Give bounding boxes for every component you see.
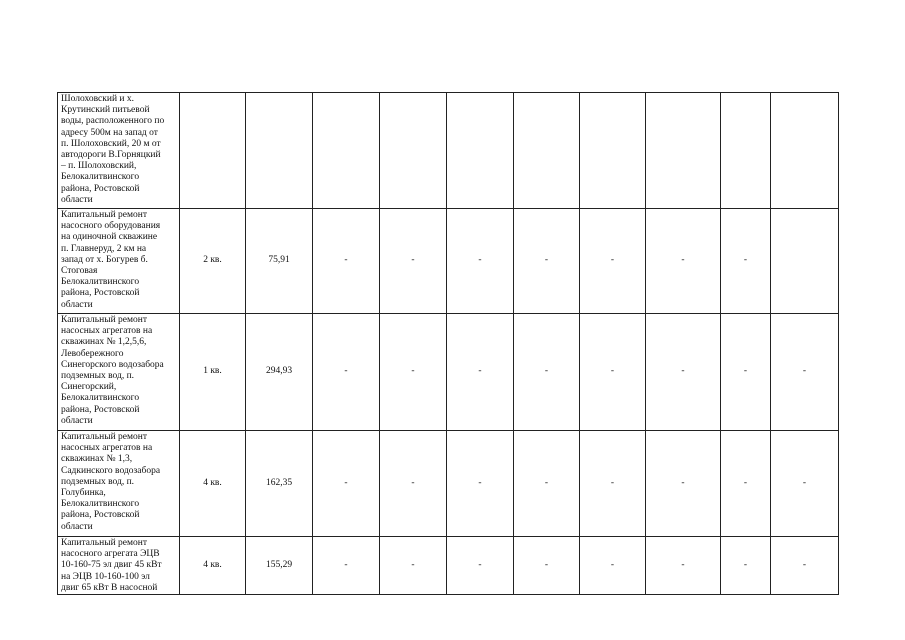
value-cell: - [514, 314, 580, 431]
value-cell: - [313, 431, 380, 537]
amount-cell: 294,93 [246, 314, 313, 431]
value-cell: - [771, 537, 839, 595]
value-cell: - [313, 209, 380, 314]
value-cell: - [313, 537, 380, 595]
value-cell: - [380, 431, 447, 537]
value-cell: - [771, 431, 839, 537]
value-cell: - [514, 537, 580, 595]
value-cell: - [514, 431, 580, 537]
value-cell: - [447, 431, 514, 537]
quarter-cell: 2 кв. [180, 209, 246, 314]
work-description-cell: Капитальный ремонт насосного агрегата ЭЦВ 10-160-75 эл двиг 45 кВт на ЭЦВ 10-160-100 эл двиг 65 кВт В насосной [58, 537, 180, 595]
value-cell: - [380, 537, 447, 595]
value-cell [771, 209, 839, 314]
value-cell: - [447, 209, 514, 314]
work-description-cell: Капитальный ремонт насосного оборудования на одиночной скважине п. Главнеруд, 2 км на запад от х. Богурев б. Стоговая Белокалитвинского района, Ростовской области [58, 209, 180, 314]
value-cell: - [313, 314, 380, 431]
value-cell: - [721, 209, 771, 314]
value-cell [380, 93, 447, 209]
value-cell: - [580, 537, 646, 595]
quarter-cell: 1 кв. [180, 314, 246, 431]
value-cell [721, 93, 771, 209]
amount-cell: 162,35 [246, 431, 313, 537]
value-cell: - [380, 209, 447, 314]
value-cell: - [447, 314, 514, 431]
value-cell: - [580, 314, 646, 431]
work-description-cell: Капитальный ремонт насосных агрегатов на скважинах № 1,3, Садкинского водозабора подземных вод, п. Голубинка, Белокалитвинского района, Ростовской области [58, 431, 180, 537]
work-description-cell: Капитальный ремонт насосных агрегатов на скважинах № 1,2,5,6, Левобережного Синегорского водозабора подземных вод, п. Синегорский, Белокалитвинского района, Ростовской области [58, 314, 180, 431]
value-cell: - [721, 314, 771, 431]
table-body [58, 93, 839, 595]
value-cell: - [580, 209, 646, 314]
value-cell: - [721, 537, 771, 595]
table-row [58, 209, 839, 314]
table-row [58, 93, 839, 209]
value-cell: - [771, 314, 839, 431]
value-cell [580, 93, 646, 209]
value-cell: - [514, 209, 580, 314]
value-cell [771, 93, 839, 209]
table-row [58, 431, 839, 537]
value-cell [313, 93, 380, 209]
quarter-cell: 4 кв. [180, 537, 246, 595]
quarter-cell: 4 кв. [180, 431, 246, 537]
value-cell: - [721, 431, 771, 537]
value-cell [646, 93, 721, 209]
value-cell: - [646, 537, 721, 595]
value-cell: - [447, 537, 514, 595]
quarter-cell [180, 93, 246, 209]
value-cell: - [646, 314, 721, 431]
value-cell: - [646, 209, 721, 314]
table-row [58, 537, 839, 595]
work-schedule-table [57, 92, 839, 595]
table-row [58, 314, 839, 431]
work-description-cell: Шолоховский и х. Крутинский питьевой воды, расположенного по адресу 500м на запад от п. Шолоховский, 20 м от автодороги В.Горняцкий – п. Шолоховский, Белокалитвинского района, Ростовской области [58, 93, 180, 209]
value-cell: - [380, 314, 447, 431]
value-cell [447, 93, 514, 209]
value-cell: - [580, 431, 646, 537]
amount-cell: 75,91 [246, 209, 313, 314]
value-cell: - [646, 431, 721, 537]
value-cell [514, 93, 580, 209]
amount-cell: 155,29 [246, 537, 313, 595]
amount-cell [246, 93, 313, 209]
